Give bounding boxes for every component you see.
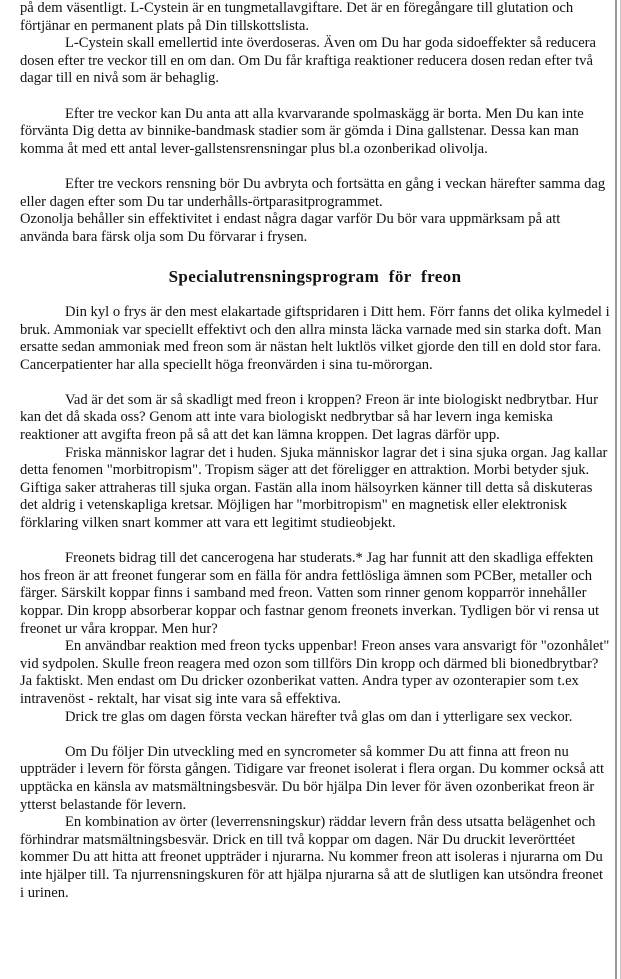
paragraph-7: Vad är det som är så skadligt med freon i kroppen? Freon är inte biologiskt nedbrytbar. Hur kan det då skada oss? Genom att inte vara biologiskt nedbrytbar så har levern inga kemiska reaktioner att avgifta freon på så att det kan lämna kroppen. Det lagras därför upp. [20,391,598,444]
paragraph-3: Efter tre veckor kan Du anta att alla kvarvarande spolmaskägg är borta. Men Du kan inte förvänta Dig detta av binnike-bandmask stadier som är gömda i Dina gallstenar. Dessa kan man komma åt med ett antal lever-gallstensrensningar plus bl.a ozonberikad olivolja. [20,105,584,157]
document-page [20,0,610,902]
paragraph-2: L-Cystein skall emellertid inte överdoseras. Även om Du har goda sidoeffekter så reducera dosen efter tre veckor till en om dan. Om Du får kraftiga reaktioner reducera dosen redan efter två dagar till en nivå som är behaglig. [20,35,597,87]
paragraph-9: Freonets bidrag till det cancerogena har studerats.* Jag har funnit att den skadliga effekten hos freon är att freonet fungerar som en fälla för andra fettlösliga ämnen som PCBer, metaller och färger. Särskilt koppar finns i samband med freon. Vatten som rinner genom kopparrör innehåller koppar. Din kropp absorberar koppar och fastnar genom freonets inverkan. Tydligen bör vi rensa ut freonet ur våra kroppar. Men hur? [20,550,600,637]
paragraph-11: Drick tre glas om dagen första veckan härefter två glas om dan i ytterligare sex veckor. [65,708,573,725]
section-heading: Specialutrensningsprogram för freon [168,267,462,287]
page-edge-line [615,0,617,979]
paragraph-5: Ozonolja behåller sin effektivitet i endast några dagar varför Du bör vara uppmärksam på att använda bara färsk olja som Du förvarar i frysen. [20,211,561,245]
paragraph-13: En kombination av örter (leverrensningskur) räddar levern från dess utsatta belägenhet och förhindrar matsmältningsbesvär. Drick en till två koppar om dagen. När Du druckit leverörttéet kommer Du att hitta att freonet uppträder i njurarna. Nu kommer freon att isoleras i njurarna om Du inte hjälper till. Ta njurrensningskuren för att hjälpa njurarna så att de slutligen kan utsöndra freonet i urinen. [20,814,604,901]
paragraph-4: Efter tre veckors rensning bör Du avbryta och fortsätta en gång i veckan härefter samma dag eller dagen efter som Du tar underhålls-örtparasitprogrammet. [20,175,606,210]
paragraph-10: En användbar reaktion med freon tycks uppenbar! Freon anses vara ansvarigt för "ozonhålet" vid sydpolen. Skulle freon reagera med ozon som tillförs Din kropp och därmed bli bionedbrytbar? Ja faktiskt. Men endast om Du dricker ozonberikat vatten. Andra typer av ozonterapier som t.ex intravenöst - rektalt, har visat sig inte vara så effektiva. [20,638,610,707]
paragraph-12: Om Du följer Din utveckling med en syncrometer så kommer Du att finna att freon nu uppträder i levern för första gången. Tidigare var freonet isolerat i flera organ. Du kommer också att upptäcka en känsla av matsmältningsbesvär. Du bör hjälpa Din lever för även ozonberikat freon är ytterst belastande för levern. [20,743,605,813]
paragraph-8: Friska människor lagrar det i huden. Sjuka människor lagrar det i sina sjuka organ. Jag kallar detta fenomen "morbitropism". Tropism säger att det föreligger en attraktion. Morbi betyder sjuk. Giftiga saker attraheras till sjuka organ. Fastän alla inom hälsoyrken känner till detta så diskuteras det aldrig i vetenskapliga kretsar. Möjligen har "morbitropism" en magnetisk eller elektronisk förklaring vilken snart kommer att vara ett legitimt studieobjekt. [20,444,608,532]
paragraph-1: på dem väsentligt. L-Cystein är en tungmetallavgiftare. Det är en föregångare till glutation och förtjänar en permanent plats på Din tillskottslista. [20,0,574,34]
paragraph-6: Din kyl o frys är den mest elakartade giftspridaren i Ditt hem. Förr fanns det olika kylmedel i bruk. Ammoniak var speciellt effektivt och den allra minsta läcka varnade med sin starka doft. Man ersatte sedan ammoniak med freon som är nästan helt luktlös vilket gjorde den till en dold stor fara. Cancerpatienter har alla speciellt höga freonvärden i sina tu-mörorgan. [20,303,610,373]
